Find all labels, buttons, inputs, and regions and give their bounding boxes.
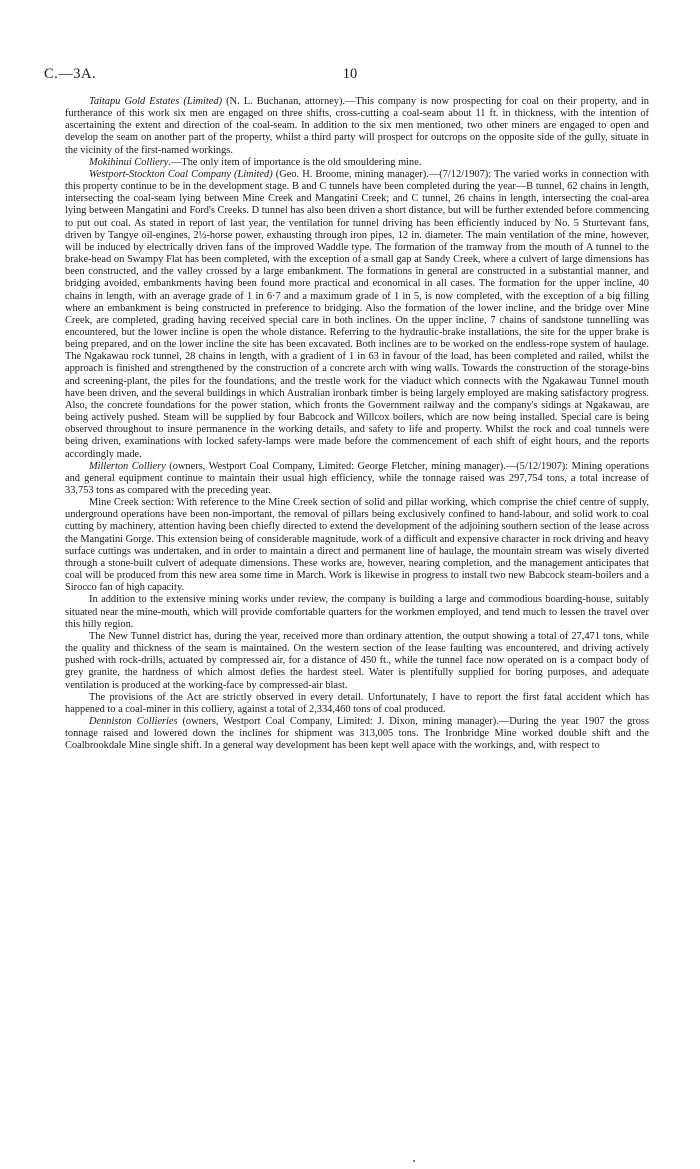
paragraph-text: (N. L. Buchanan, attorney).—This company is now prospecting for coal on their property, and in furtherance of this work six men are engaged on three shifts, cross-cutting a coal-seam about 11 ft. in thickness, with the intention of ascertaining the extent and direction of the coal-seam. In addition to the six men mentioned, two other miners are engaged to open and develop the seam on another part of the property, whilst a third party will prospect for outcrops on the opposite side of the gully, situate in the vicinity of the first-named workings. xyxy=(65,96,650,156)
paragraph-title: Millerton Colliery xyxy=(89,460,166,472)
paragraph-title: Denniston Collieries xyxy=(89,715,178,727)
scan-speck xyxy=(413,1160,415,1162)
paragraph-denniston xyxy=(65,716,649,752)
paragraph-taitapu xyxy=(65,96,649,157)
paragraph-westport-stockton xyxy=(65,169,649,461)
paragraph-mokihinui xyxy=(65,157,649,169)
page-number: 10 xyxy=(342,66,358,82)
paragraph-title: Westport-Stockton Coal Company (Limited) xyxy=(89,168,273,180)
paragraph-mine-creek xyxy=(65,497,649,594)
paragraph-text: The provisions of the Act are strictly observed in every detail. Unfortunately, I have to report the first fatal accident which has happened to a coal-miner in this colliery, against a total of 2,334,460 tons of coal produced. xyxy=(65,691,649,715)
page-header xyxy=(44,66,656,84)
paragraph-boarding-house xyxy=(65,594,649,630)
paragraph-text: The New Tunnel district has, during the year, received more than ordinary attention, the output showing a total of 27,471 tons, while the quality and thickness of the seam is maintained. On the western section of the lease faulting was encountered, and driving actively pushed with rock-drills, actuated by compressed air, for a distance of 450 ft., while the tunnel face now operated on is a compact body of grey granite, the hardness of which almost defies the hardest steel. Water is plentifully supplied for boring purposes, and adequate ventilation is produced at the working-face by compressed-air blast. xyxy=(65,630,649,691)
paragraph-text: (Geo. H. Broome, mining manager).—(7/12/1907): The varied works in connection with this property continue to be in the development stage. B and C tunnels have been completed during the year—B tunnel, 62 chains in length, intersecting the coal-seam lying between Mine Creek and Mangatini Creek; and C tunnel, 26 chains in length, intersecting the coal-area lying between Mangatini and Ford's Creeks. D tunnel has also been driven a short distance, but will be further extended before commencing to put out coal. As stated in report of last year, the ventilation for tunnel driving has been efficiently induced by No. 5 Sturtevant fans, driven by Tangye oil-engines, 2½-horse power, exhausting through iron pipes, 12 in. diameter. The main ventilation of the mine, however, will be induced by electrically driven fans of the improved Waddle type. The formation of the tramway from the mouth of A tunnel to the brake-head on Swampy Flat has been completed, with the exception of a small gap at Sandy Creek, where a culvert of large dimensions has been constructed, and the valley crossed by a large embankment. The formations in general are constructed in a substantial manner, and bridging avoided, embankments having been found more practical and economical in all cases. The formation for the upper incline, 40 chains in length, with an average grade of 1 in 6·7 and a maximum grade of 1 in 5, is now completed, with the exception of a big filling where an embankment is being constructed in preference to bridging. Also the formation of the lower incline, and the bridge over Mine Creek, are completed, grading having received special care in both inclines. On the upper incline, 7 chains of sandstone tunnelling was encountered, but the lower incline is open the whole distance. Referring to the hydraulic-brake installations, the site for the upper brake is being prepared, and on the lower incline the site has been excavated. Both inclines are to be worked on the endless-rope system of haulage. The Ngakawau rock tunnel, 28 chains in length, with a gradient of 1 in 63 in favour of the load, has been completed and railed, whilst the approach is finished and strengthened by the construction of a concrete arch with wing walls. Towards the construction of the storage-bins and screening-plant, the piles for the foundations, and the trestle work for the viaduct which connects with the Ngakawau Tunnel mouth have been driven, and the several buildings in which Australian ironbark timber is being largely employed are making satisfactory progress. Also, the concrete foundations for the power station, which fronts the Government railway and the company's sidings at Ngakawau, are being actively pushed. Steam will be supplied by four Babcock and Willcox boilers, which are now being installed. Special care is being observed throughout to insure permanence in the working details, and safety to life and property. Whilst the rock and coal tunnels were being driven, examinations with locked safety-lamps were made before the commencement of each shift of eight hours, and the reports accordingly made. xyxy=(65,168,649,460)
section-code: C.—3A. xyxy=(44,66,97,82)
paragraph-text: In addition to the extensive mining works under review, the company is building a large and commodious boarding-house, suitably situated near the mine-mouth, which will provide comfortable quarters for the workmen employed, and tend much to lessen the travel over this hilly region. xyxy=(65,594,649,630)
paragraph-fatal-accident xyxy=(65,692,649,716)
paragraph-millerton xyxy=(65,461,649,497)
paragraph-title: Mokihinui Colliery xyxy=(89,156,169,168)
paragraph-text: Mine Creek section: With reference to the Mine Creek section of solid and pillar working, which comprise the chief centre of supply, underground operations have been non-important, the removal of pillars being exclusively confined to hand-labour, and solid work to coal cutting by machinery, attention having been chiefly directed to extend the development of the adjoining southern section of the lease across the Mangatini Gorge. This extension being of considerable magnitude, work of a difficult and expensive character in rock driving and heavy surface cuttings was undertaken, and in order to maintain a direct and permanent line of haulage, the mountain stream was wisely diverted through a stone-built culvert of adequate dimensions. These works are, however, nearing completion, and the management anticipates that coal will be produced from this new area some time in March. Work is likewise in progress to install two new Babcock steam-boilers and a Sirocco fan of high capacity. xyxy=(65,497,649,594)
paragraph-title: Taitapu Gold Estates (Limited) xyxy=(89,96,223,107)
paragraph-text: (owners, Westport Coal Company, Limited: George Fletcher, mining manager).—(5/12/1907): Mining operations and general equipment continue to maintain their usual high efficiency, while the tonnage raised was 297,754 tons, a total increase of 33,753 tons as compared with the preceding year. xyxy=(65,460,649,496)
paragraph-new-tunnel xyxy=(65,631,649,692)
report-body xyxy=(65,96,649,752)
paragraph-text: (owners, Westport Coal Company, Limited: J. Dixon, mining manager).—During the year 1907 the gross tonnage raised and lowered down the inclines for shipment was 313,005 tons. The Ironbridge Mine worked double shift and the Coalbrookdale Mine single shift. In a general way development has been kept well apace with the workings, and, with respect to xyxy=(65,715,649,752)
paragraph-text: .—The only item of importance is the old smouldering mine. xyxy=(168,156,422,168)
